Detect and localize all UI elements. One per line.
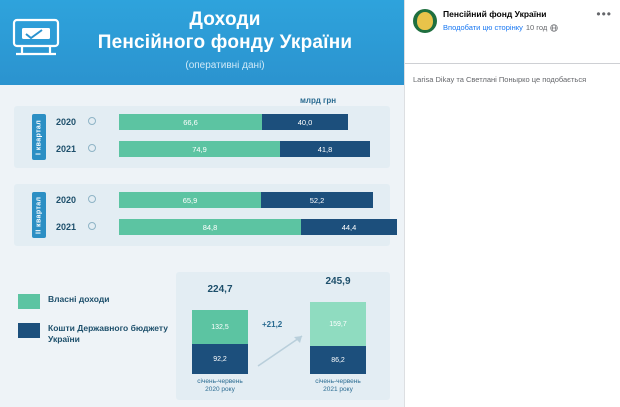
delta-label: +21,2: [262, 320, 283, 329]
infographic-header: [0, 0, 404, 85]
q1-row2-bar: [119, 141, 370, 157]
q2-row1-own-segment: 65,9: [119, 192, 261, 208]
post-image-area[interactable]: [405, 39, 620, 63]
quarter-2-block: [14, 184, 390, 246]
column-1-own: 132,5: [192, 310, 248, 344]
growth-arrow-icon: [254, 328, 310, 370]
quarter-2-tag: II квартал: [32, 192, 46, 238]
column-2-own: 159,7: [310, 302, 366, 346]
q1-row2-own-segment: 74,9: [119, 141, 280, 157]
legend-own-swatch: [18, 294, 40, 309]
q2-row1-state-segment: 52,2: [261, 192, 373, 208]
q2-row1-year: 2020: [56, 195, 77, 205]
column-1-caption: [182, 378, 258, 394]
q1-row1-year: 2020: [56, 117, 77, 127]
q2-row2-bar: [119, 219, 397, 235]
post-meta: [443, 22, 592, 33]
infographic-subtitle: (оперативні дані): [185, 60, 265, 71]
facebook-post-panel: [404, 0, 620, 407]
q2-row1-marker: [88, 195, 96, 203]
q2-row2-state-segment: 44,4: [301, 219, 397, 235]
column-2-caption-line1: січень-червень: [315, 378, 361, 385]
halfyear-comparison-panel: [176, 272, 390, 400]
q2-row1-bar: [119, 192, 373, 208]
post-timestamp[interactable]: 10 год: [525, 23, 548, 32]
globe-icon: [550, 24, 558, 32]
column-1-caption-line1: січень-червень: [197, 378, 243, 385]
reactions-summary[interactable]: Larisa Dikay та Светлані Понырко це подобається: [413, 75, 587, 84]
infographic-title: [60, 8, 390, 54]
q1-row1-bar: [119, 114, 348, 130]
column-2-caption-line2: 2021 року: [323, 386, 353, 393]
column-2-total: 245,9: [325, 276, 351, 287]
q1-row1-own-segment: 66,6: [119, 114, 262, 130]
post-author-block: [443, 9, 592, 33]
q1-row1-state-segment: 40,0: [262, 114, 348, 130]
printer-icon: [10, 14, 62, 64]
column-2-state: 86,2: [310, 346, 366, 374]
q1-row2-marker: [88, 144, 96, 152]
column-1-caption-line2: 2020 року: [205, 386, 235, 393]
legend-state-swatch: [18, 323, 40, 338]
column-1-state: 92,2: [192, 344, 248, 374]
follow-page-link[interactable]: Вподобати цю сторінку: [443, 23, 523, 32]
q1-row1-marker: [88, 117, 96, 125]
q2-row2-year: 2021: [56, 222, 77, 232]
column-2-caption: [300, 378, 376, 394]
page-name-link[interactable]: Пенсійний фонд України: [443, 9, 547, 19]
legend-own-label: Власні доходи: [48, 294, 110, 304]
legend-state-label: Кошти Державного бюджету України: [48, 323, 168, 344]
q2-row2-own-segment: 84,8: [119, 219, 301, 235]
more-options-icon[interactable]: •••: [596, 7, 612, 21]
column-1: [192, 310, 248, 374]
column-2: [310, 302, 366, 374]
legend-state-budget: [18, 323, 178, 345]
page-avatar[interactable]: [413, 9, 437, 33]
legend: [18, 294, 178, 359]
quarter-1-tag: I квартал: [32, 114, 46, 160]
q2-row2-marker: [88, 222, 96, 230]
title-line-2: Пенсійного фонду України: [97, 32, 353, 53]
q1-row2-year: 2021: [56, 144, 77, 154]
column-1-total: 224,7: [207, 284, 233, 295]
emblem-icon: [417, 12, 433, 30]
unit-label: млрд грн: [300, 96, 337, 105]
q1-row2-state-segment: 41,8: [280, 141, 370, 157]
post-header: [405, 0, 620, 39]
quarter-1-block: [14, 106, 390, 168]
title-line-1: Доходи: [189, 9, 261, 30]
legend-own-income: [18, 294, 178, 309]
